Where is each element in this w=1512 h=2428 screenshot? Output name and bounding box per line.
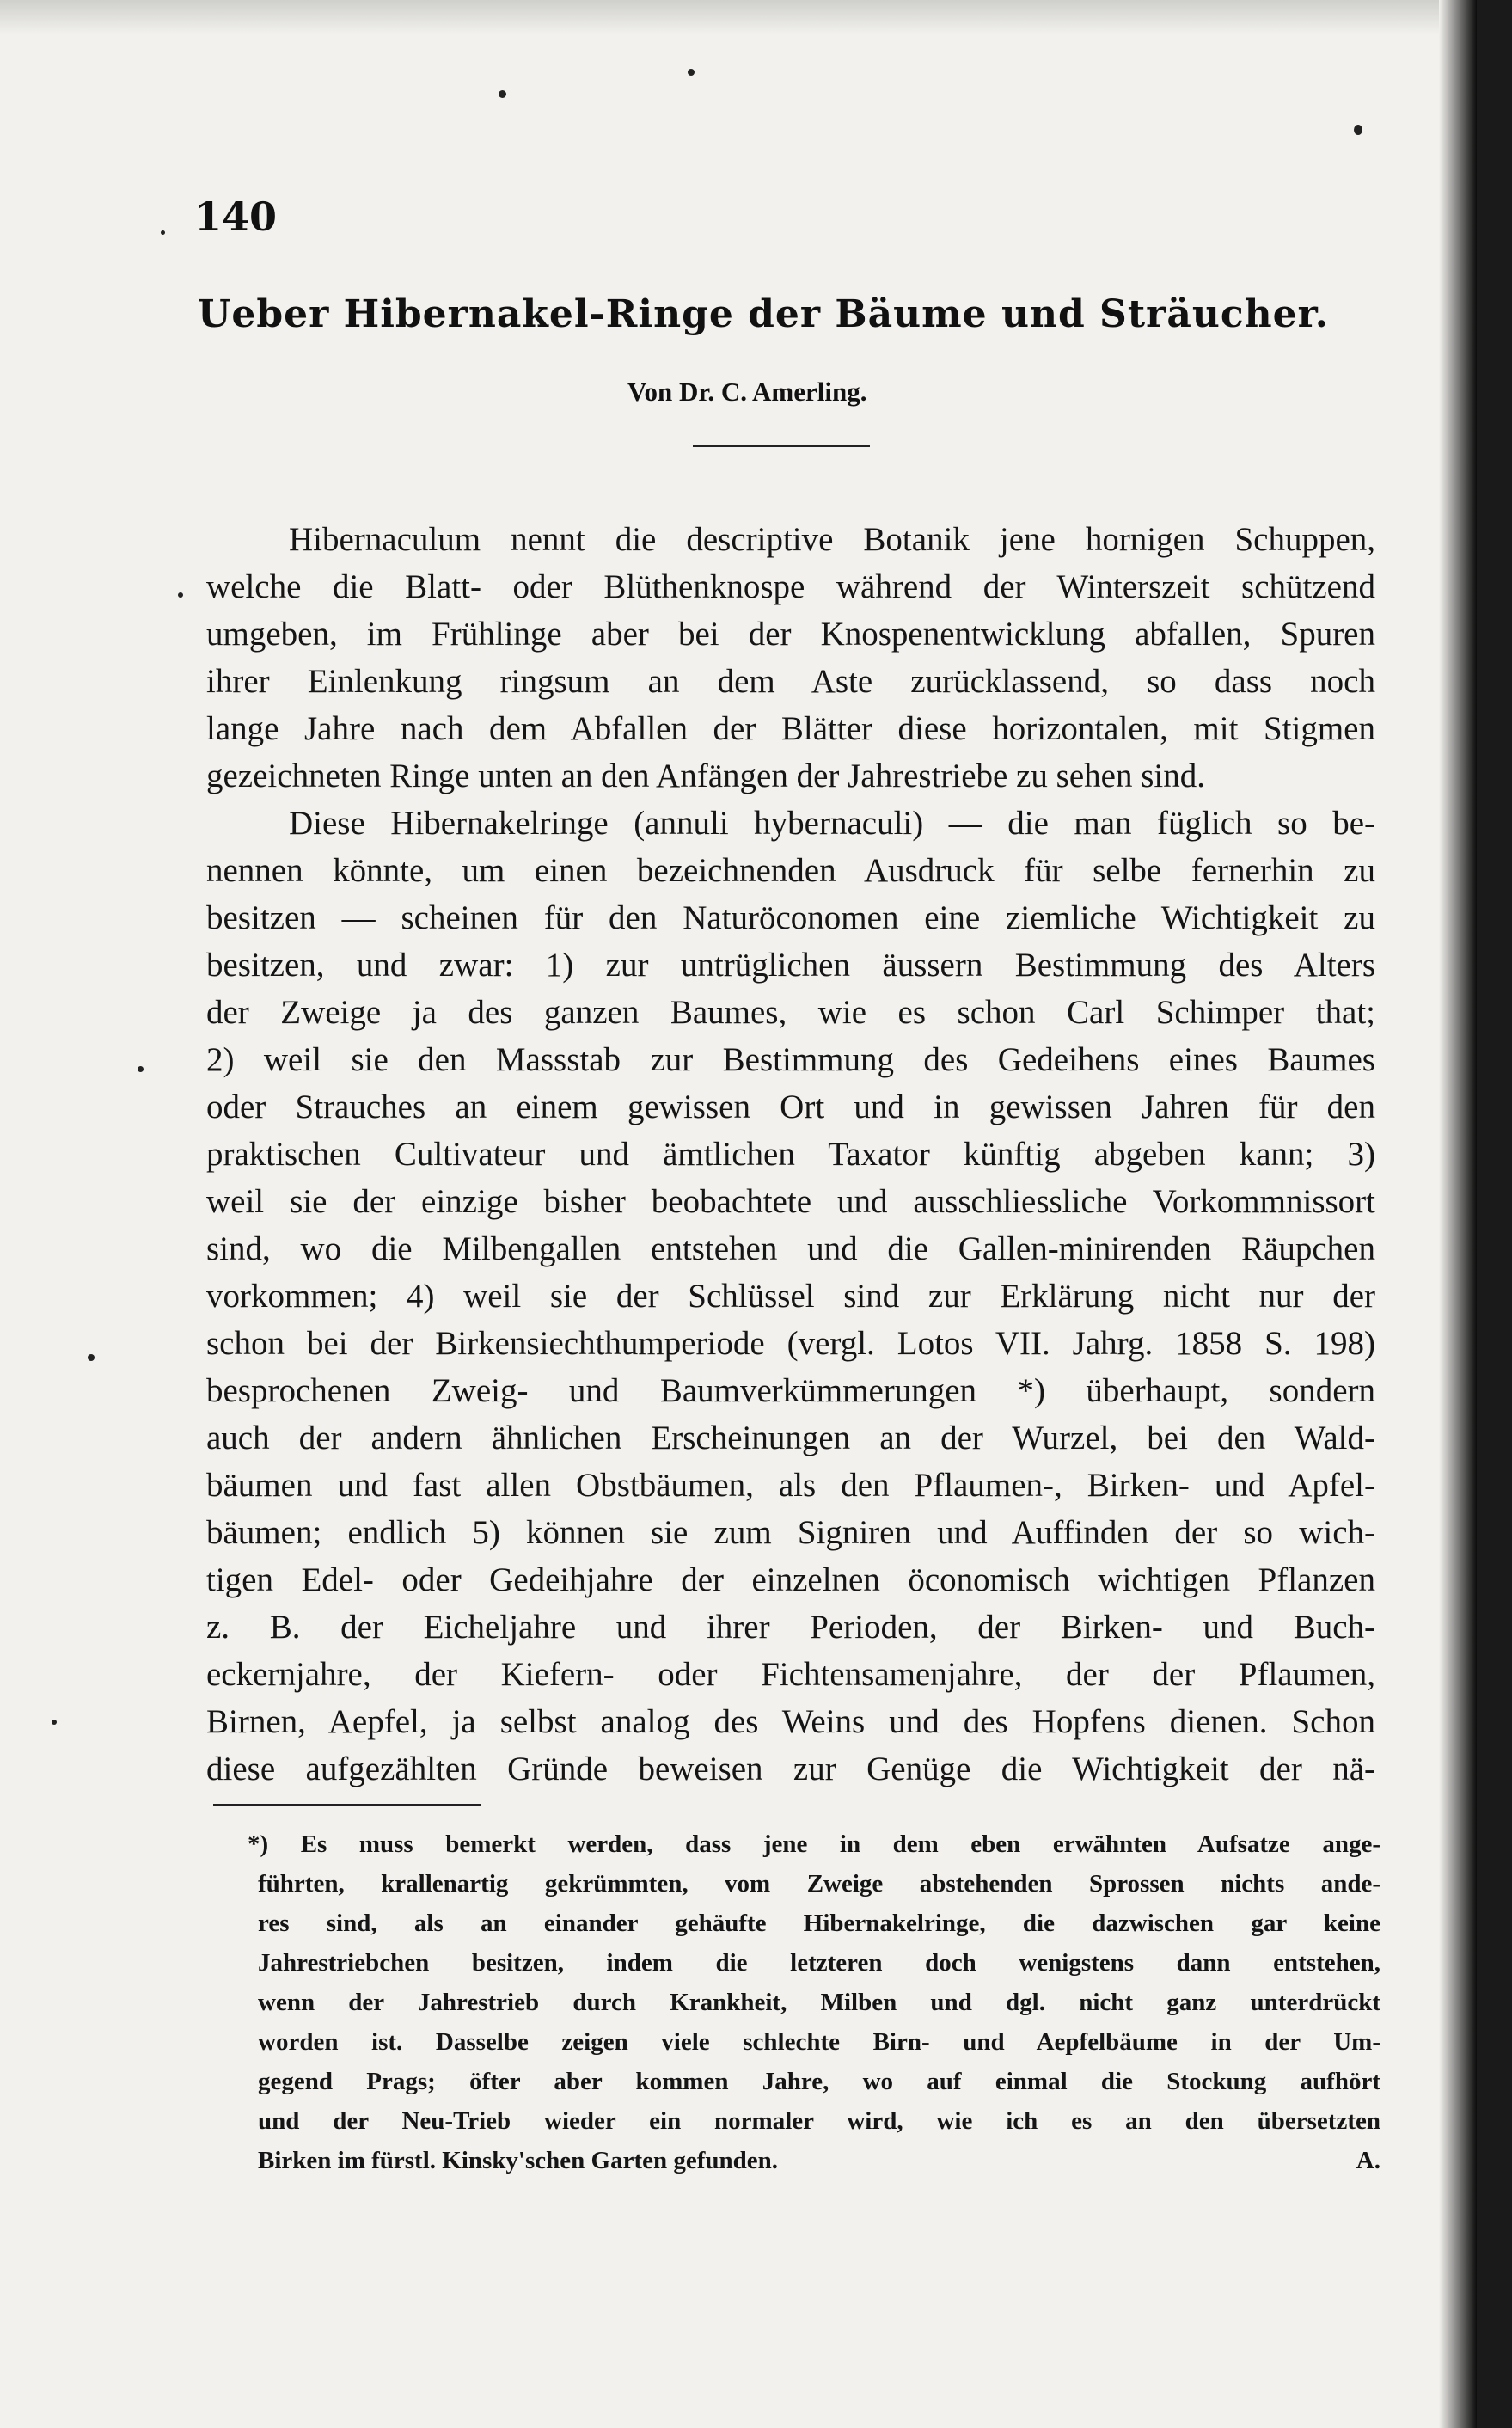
body-line: umgeben, im Frühlinge aber bei der Knospenentwicklung abfallen, Spuren [206, 616, 1375, 653]
body-line: welche die Blatt- oder Blüthenknospe während der Winterszeit schützend [206, 568, 1375, 605]
body-line: praktischen Cultivateur und ämtlichen Taxator künftig abgeben kann; 3) [206, 1136, 1375, 1173]
body-line: Diese Hibernakelringe (annuli hybernaculi) — die man füglich so be- [289, 805, 1375, 842]
footnote-line: führten, krallenartig gekrümmten, vom Zweige abstehenden Sprossen nichts ande- [258, 1870, 1380, 1898]
footnote-signature: A. [1356, 2147, 1380, 2174]
footnote-line: res sind, als an einander gehäufte Hibernakelringe, die dazwischen gar keine [258, 1910, 1380, 1937]
body-line: auch der andern ähnlichen Erscheinungen an der Wurzel, bei den Wald- [206, 1419, 1375, 1456]
footnote-line: worden ist. Dasselbe zeigen viele schlechte Birn- und Aepfelbäume in der Um- [258, 2028, 1380, 2056]
ink-speck [161, 230, 165, 235]
body-line: ihrer Einlenkung ringsum an dem Aste zurücklassend, so dass noch [206, 663, 1375, 700]
body-line: nennen könnte, um einen bezeichnenden Ausdruck für selbe fernerhin zu [206, 852, 1375, 889]
body-line: schon bei der Birkensiechthumperiode (vergl. Lotos VII. Jahrg. 1858 S. 198) [206, 1325, 1375, 1362]
body-line: bäumen; endlich 5) können sie zum Signiren und Auffinden der so wich- [206, 1514, 1375, 1551]
ink-speck [688, 69, 695, 76]
body-line: 2) weil sie den Massstab zur Bestimmung des Gedeihens eines Baumes [206, 1041, 1375, 1078]
body-line: lange Jahre nach dem Abfallen der Blätter diese horizontalen, mit Stigmen [206, 710, 1375, 747]
footnote-separator-rule [213, 1804, 481, 1806]
footnote-last-row [258, 2141, 1380, 2180]
article-body [206, 516, 1375, 1793]
footnote [248, 1824, 1380, 2180]
body-line: vorkommen; 4) weil sie der Schlüssel sind zur Erklärung nicht nur der [206, 1278, 1375, 1315]
footnote-line: wenn der Jahrestrieb durch Krankheit, Milben und dgl. nicht ganz unterdrückt [258, 1989, 1380, 2016]
body-line: bäumen und fast allen Obstbäumen, als den Pflaumen-, Birken- und Apfel- [206, 1467, 1375, 1504]
body-line: besprochenen Zweig- und Baumverkümmerungen *) überhaupt, sondern [206, 1372, 1375, 1409]
author-byline: Von Dr. C. Amerling. [627, 377, 867, 407]
footnote-line: *) Es muss bemerkt werden, dass jene in dem eben erwähnten Aufsatze ange- [248, 1830, 1380, 1858]
body-line: besitzen — scheinen für den Naturöconomen eine ziemliche Wichtigkeit zu [206, 899, 1375, 936]
ink-speck [52, 1720, 57, 1725]
body-line: gezeichneten Ringe unten an den Anfängen der Jahrestriebe zu sehen sind. [206, 757, 1205, 794]
footnote-line: Birken im fürstl. Kinsky'schen Garten gefunden. [258, 2147, 779, 2174]
footnote-line: und der Neu-Trieb wieder ein normaler wird, wie ich es an den übersetzten [258, 2107, 1380, 2135]
body-line: weil sie der einzige bisher beobachtete und ausschliessliche Vorkommnissort [206, 1183, 1375, 1220]
ink-speck [1354, 125, 1362, 135]
ink-speck [178, 592, 183, 598]
body-line: tigen Edel- oder Gedeihjahre der einzelnen öconomisch wichtigen Pflanzen [206, 1561, 1375, 1598]
scan-shadow-right [1439, 0, 1477, 2428]
body-line: der Zweige ja des ganzen Baumes, wie es schon Carl Schimper that; [206, 994, 1375, 1031]
body-line: eckernjahre, der Kiefern- oder Fichtensamenjahre, der der Pflaumen, [206, 1656, 1375, 1693]
body-line: oder Strauches an einem gewissen Ort und in gewissen Jahren für den [206, 1088, 1375, 1125]
body-line: Hibernaculum nennt die descriptive Botanik jene hornigen Schuppen, [289, 521, 1375, 558]
footnote-line: Jahrestriebchen besitzen, indem die letzteren doch wenigstens dann entstehen, [258, 1949, 1380, 1977]
body-line: Birnen, Aepfel, ja selbst analog des Weins und des Hopfens dienen. Schon [206, 1703, 1375, 1740]
title-separator-rule [693, 445, 870, 447]
footnote-line: gegend Prags; öfter aber kommen Jahre, wo auf einmal die Stockung aufhört [258, 2068, 1380, 2095]
body-line: besitzen, und zwar: 1) zur untrüglichen äussern Bestimmung des Alters [206, 947, 1375, 984]
scan-shadow-top [0, 0, 1477, 34]
ink-speck [138, 1066, 144, 1072]
article-title: Ueber Hibernakel-Ringe der Bäume und Sträucher. [198, 292, 1330, 336]
body-line: sind, wo die Milbengallen entstehen und die Gallen-minirenden Räupchen [206, 1230, 1375, 1267]
ink-speck [499, 90, 506, 98]
body-line: diese aufgezählten Gründe beweisen zur Genüge die Wichtigkeit der nä- [206, 1750, 1375, 1787]
ink-speck [88, 1354, 95, 1361]
page-number: 140 [194, 193, 278, 240]
body-line: z. B. der Eicheljahre und ihrer Perioden, der Birken- und Buch- [206, 1609, 1375, 1646]
